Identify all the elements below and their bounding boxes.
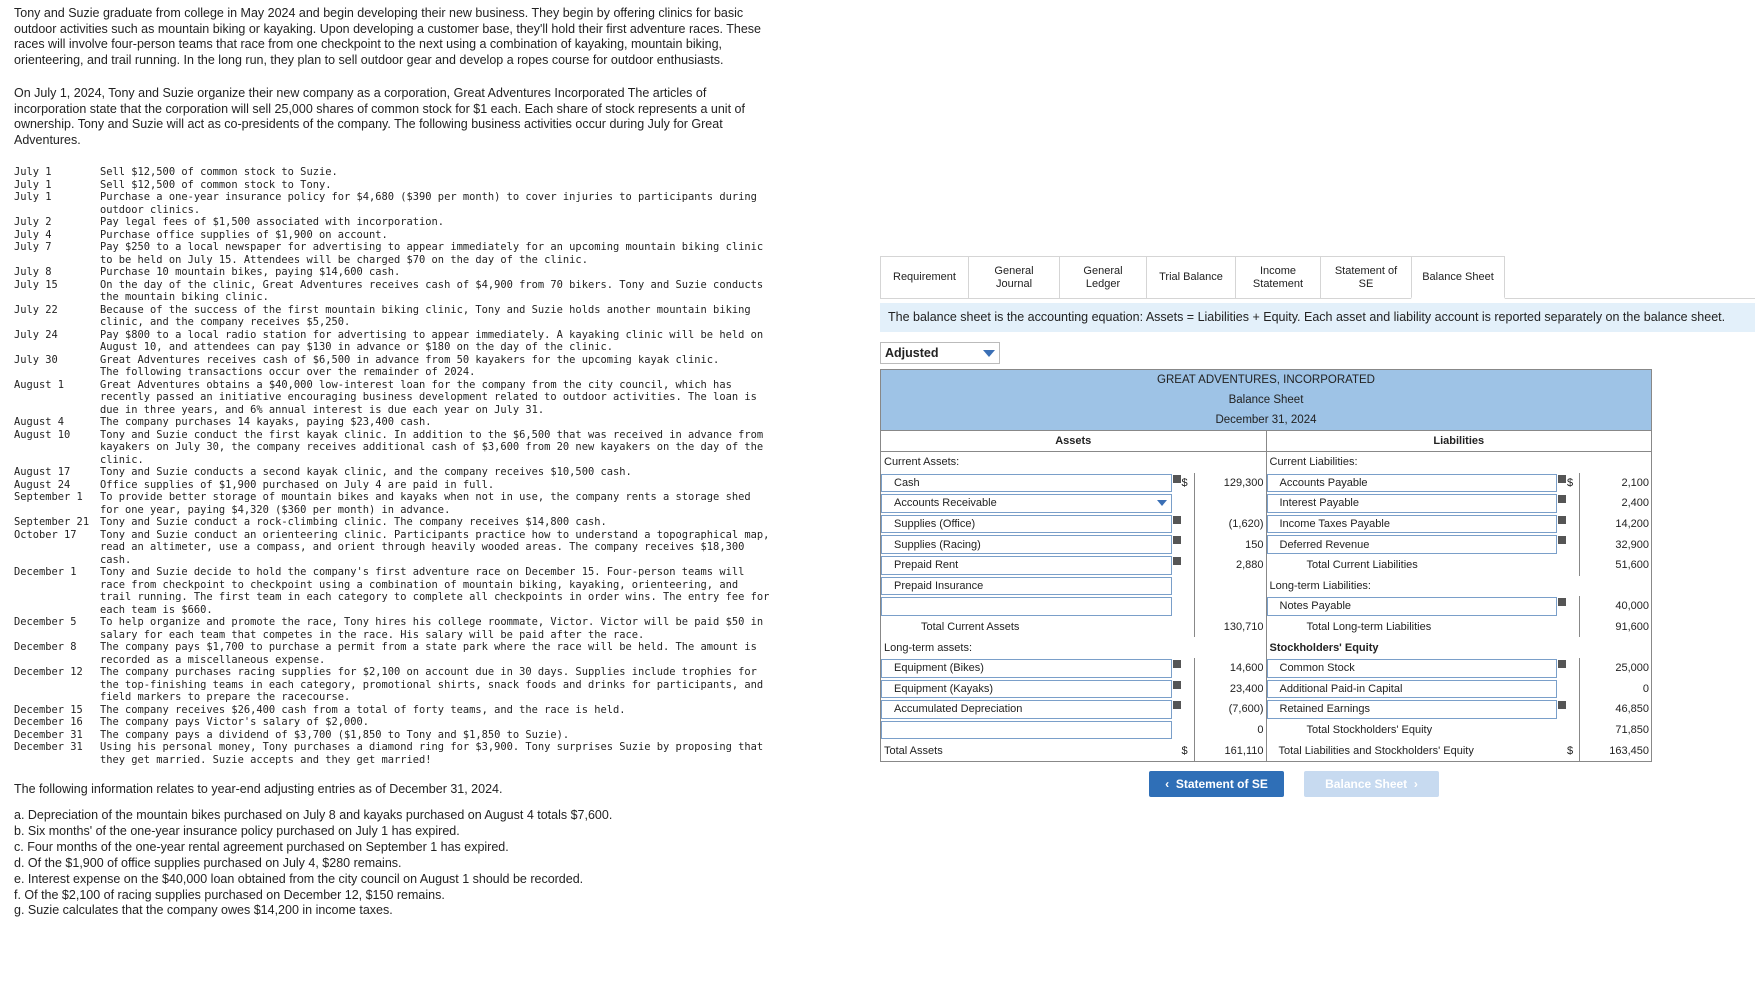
sheet-row: [881, 617, 1266, 638]
account-select[interactable]: [881, 474, 1172, 493]
transaction-row: [14, 179, 774, 192]
transaction-date: July 2: [14, 216, 52, 228]
transaction-row: [14, 416, 774, 429]
incorrect-flag-icon: [1557, 493, 1567, 514]
transaction-date: July 30: [14, 353, 58, 366]
amount-input[interactable]: 91,600: [1579, 617, 1651, 638]
intro-paragraph-1: Tony and Suzie graduate from college in May 2024 and begin developing their new business. They begin by offering clinics for basic outdoor activities such as mountain biking or kayaking. Upon developing a customer base, they'll hold their first adventure races. These races will involve four-person teams that race from one checkpoint to the next using a combination of kayaking, mountain biking, orienteering, and trail running. In the long run, they plan to sell outdoor gear and develop a ropes course for outdoor enthusiasts.: [14, 6, 762, 67]
sheet-row: [1267, 576, 1652, 597]
sheet-row: [1267, 679, 1652, 700]
transaction-row: [14, 479, 774, 492]
transaction-text: The company purchases racing supplies for $2,100 on account due in 30 days. Supplies include trophies for the top-finishing teams in each category, promotional shirts, snack foods and drinks for participants, and field markers to prepare the racecourse.: [100, 666, 764, 703]
amount-input[interactable]: 23,400: [1194, 679, 1266, 700]
row-label-text: Total Liabilities and Stockholders' Equity: [1278, 744, 1474, 757]
transaction-date: December 16: [14, 716, 83, 728]
assets-heading: Assets: [881, 431, 1266, 452]
currency-symbol: $: [1181, 476, 1188, 489]
transaction-row: [14, 704, 774, 717]
row-label-text: Accounts Payable: [1279, 476, 1368, 489]
tab-general-ledger[interactable]: General Ledger: [1059, 256, 1147, 298]
balance-sheet: [880, 369, 1652, 762]
sheet-row: [1267, 555, 1652, 576]
assets-column: [881, 431, 1267, 761]
transaction-date: July 1: [14, 191, 52, 203]
amount-input[interactable]: [1194, 637, 1266, 658]
row-label-text: Cash: [894, 476, 920, 489]
account-select[interactable]: [881, 556, 1172, 575]
account-select[interactable]: [1267, 680, 1558, 699]
transaction-row: [14, 516, 774, 529]
incorrect-flag-icon: [1557, 699, 1567, 720]
amount-input[interactable]: 40,000: [1579, 596, 1651, 617]
amount-input[interactable]: 2,400: [1579, 493, 1651, 514]
row-label-text: Total Current Liabilities: [1306, 559, 1418, 572]
liabilities-heading: Liabilities: [1267, 431, 1652, 452]
transaction-date: September 21: [14, 516, 90, 528]
incorrect-flag-icon: [1172, 679, 1182, 700]
sheet-row: [881, 658, 1266, 679]
adjusting-title: The following information relates to year-end adjusting entries as of December 31, 2024.: [14, 782, 503, 796]
row-label-text: Equipment (Bikes): [894, 662, 984, 675]
tab-bar: [880, 256, 1755, 299]
currency-symbol: $: [1567, 476, 1574, 489]
row-label-text: Prepaid Insurance: [894, 579, 984, 592]
transaction-text: Purchase a one-year insurance policy for $4,680 ($390 per month) to cover injuries to participants during outdoor clinics.: [100, 191, 757, 216]
sheet-row: [881, 637, 1266, 658]
row-label: [881, 617, 1172, 638]
account-select[interactable]: [1267, 700, 1558, 719]
sheet-row: [881, 555, 1266, 576]
sheet-row: [1267, 617, 1652, 638]
amount-input[interactable]: 129,300: [1194, 473, 1266, 494]
transaction-row: [14, 191, 774, 216]
row-label: [1267, 555, 1558, 576]
transaction-row: [14, 354, 774, 367]
prev-button[interactable]: [1149, 771, 1284, 797]
transaction-date: July 8: [14, 266, 52, 278]
sheet-row: [1267, 740, 1652, 761]
amount-input[interactable]: 32,900: [1579, 534, 1651, 555]
transaction-date: July 22: [14, 303, 58, 316]
row-label-text: Additional Paid-in Capital: [1279, 682, 1403, 695]
adjusting-item: a. Depreciation of the mountain bikes purchased on July 8 and kayaks purchased on August 4 totals $7,600.: [14, 808, 613, 822]
amount-input[interactable]: 150: [1194, 534, 1266, 555]
transaction-text: Great Adventures obtains a $40,000 low-interest loan for the company from the city council, which has recently passed an initiative encouraging business development related to outdoor activities. The loan is due in three years, and 6% annual interest is due each year on July 31.: [100, 378, 757, 416]
currency-symbol: $: [1181, 744, 1188, 757]
transaction-text: Tony and Suzie decide to hold the company's first adventure race on December 15. Four-person teams will race from checkpoint to checkpoint using a combination of mountain biking, kayaking, orienteering, and trail running. The first team in each category to complete all checkpoints in order wins. The entry fee for each team is $660.: [100, 566, 770, 616]
transaction-text: Pay $800 to a local radio station for advertising to appear immediately. A kayaking clinic will be held on August 10, and attendees can pay $130 in advance or $180 on the day of the clinic.: [100, 328, 764, 353]
sheet-row: [881, 596, 1266, 617]
transaction-date: October 17: [14, 528, 77, 541]
row-label-text: Stockholders' Equity: [1269, 641, 1379, 654]
row-label-text: Long-term Liabilities:: [1269, 579, 1371, 592]
row-label-text: Current Assets:: [884, 456, 960, 469]
chevron-left-icon: ‹: [1165, 776, 1176, 791]
sheet-row: [1267, 658, 1652, 679]
incorrect-flag-icon: [1172, 534, 1182, 555]
incorrect-flag-icon: [1557, 514, 1567, 535]
amount-input[interactable]: 2,880: [1194, 555, 1266, 576]
amount-input[interactable]: [1579, 576, 1651, 597]
amount-input[interactable]: 163,450: [1579, 740, 1651, 761]
row-label: [1267, 637, 1652, 658]
account-select[interactable]: [881, 659, 1172, 678]
tab-trial-balance[interactable]: Trial Balance: [1146, 256, 1236, 298]
row-label-text: Prepaid Rent: [894, 559, 959, 572]
tab-balance-sheet[interactable]: Balance Sheet: [1411, 256, 1505, 299]
transaction-text: Tony and Suzie conduct the first kayak clinic. In addition to the $6,500 that was received in advance from kayakers on July 30, the company receives additional cash of $3,600 from 20 new kayakers on the day of the clinic.: [100, 428, 764, 466]
account-select[interactable]: [1267, 494, 1558, 513]
sheet-header: [881, 370, 1651, 431]
row-label: [1267, 576, 1558, 597]
account-select[interactable]: [1267, 597, 1558, 616]
adjusting-item: d. Of the $1,900 of office supplies purchased on July 4, $280 remains.: [14, 855, 402, 870]
transaction-date: August 17: [14, 466, 71, 478]
sheet-row: [881, 452, 1266, 473]
adjusting-item: b. Six months' of the one-year insurance policy purchased on July 1 has expired.: [14, 823, 460, 838]
transaction-row: [14, 366, 774, 379]
transaction-date: August 24: [14, 478, 71, 491]
flag-slot: [1557, 555, 1567, 576]
chevron-right-icon: ›: [1407, 776, 1418, 791]
problem-text: [14, 6, 774, 919]
transaction-text: The company pays Victor's salary of $2,000.: [100, 716, 369, 728]
sheet-row: [881, 679, 1266, 700]
intro-paragraph-2: On July 1, 2024, Tony and Suzie organize their new company as a corporation, Great Adventures Incorporated The articles of incorporation state that the corporation will sell 25,000 shares of common stock for $1 each. Each share of stock represents a unit of ownership. Tony and Suzie will act as co-presidents of the company. The following business activities occur during July for Great Adventures.: [14, 86, 745, 147]
transaction-text: Using his personal money, Tony purchases a diamond ring for $3,900. Tony surprises Suzie by proposing that they get married. Suzie accepts and they get married!: [100, 741, 764, 766]
transaction-date: December 31: [14, 741, 83, 753]
transaction-text: To help organize and promote the race, Tony hires his college roommate, Victor. Victor will be paid $50 in salary for each team that competes in the race. His salary will be paid after the race.: [100, 616, 764, 641]
transaction-date: December 5: [14, 616, 77, 628]
chevron-down-icon: [983, 350, 995, 357]
amount-input[interactable]: [1194, 576, 1266, 597]
transaction-text: Pay $250 to a local newspaper for advertising to appear immediately for an upcoming mountain biking clinic to be held on July 15. Attendees will be charged $70 on the day of the clinic.: [100, 241, 764, 266]
row-label-text: Common Stock: [1279, 662, 1355, 675]
row-label: [1267, 617, 1558, 638]
adjusting-item: f. Of the $2,100 of racing supplies purchased on December 12, $150 remains.: [14, 887, 445, 902]
row-label: [1267, 720, 1558, 741]
amount-input[interactable]: 0: [1194, 720, 1266, 741]
sheet-title: Balance Sheet: [1228, 394, 1304, 406]
flag-slot: [1557, 617, 1567, 638]
transaction-date: [14, 366, 100, 379]
prev-button-label: Statement of SE: [1175, 776, 1268, 791]
account-select[interactable]: [881, 535, 1172, 554]
amount-input[interactable]: (7,600): [1194, 699, 1266, 720]
instructions: The balance sheet is the accounting equation: Assets = Liabilities + Equity. Each asset and liability account is reported separately on the balance sheet.: [880, 303, 1755, 332]
flag-slot: [1172, 637, 1182, 658]
transaction-date: July 15: [14, 278, 58, 291]
transaction-text: Tony and Suzie conducts a second kayak clinic, and the company receives $10,500 cash.: [100, 466, 632, 478]
sheet-row: [1267, 699, 1652, 720]
account-select[interactable]: [881, 494, 1172, 513]
transaction-text: Office supplies of $1,900 purchased on July 4 are paid in full.: [100, 478, 495, 491]
transaction-row: [14, 666, 774, 704]
row-label-text: Notes Payable: [1279, 600, 1352, 613]
flag-slot: [1172, 596, 1182, 617]
row-label-text: Total Stockholders' Equity: [1306, 724, 1433, 737]
amount-input[interactable]: 14,200: [1579, 514, 1651, 535]
adjusting-list: [14, 808, 774, 919]
transaction-text: Purchase 10 mountain bikes, paying $14,600 cash.: [100, 266, 401, 278]
row-label-text: Long-term assets:: [884, 641, 973, 654]
incorrect-flag-icon: [1172, 658, 1182, 679]
row-label-text: Equipment (Kayaks): [894, 682, 994, 695]
row-label-text: Interest Payable: [1279, 497, 1359, 510]
transaction-text: The company receives $26,400 cash from a total of forty teams, and the race is held.: [100, 703, 626, 716]
sheet-row: [881, 699, 1266, 720]
adjusting-item: e. Interest expense on the $40,000 loan obtained from the city council on August 1 should be recorded.: [14, 871, 584, 886]
adjusting-item: c. Four months of the one-year rental agreement purchased on September 1 has expired.: [14, 839, 509, 854]
sheet-row: [881, 473, 1266, 494]
dropdown-value: Adjusted: [885, 346, 939, 360]
flag-slot: [1172, 452, 1182, 473]
transaction-text: The company purchases 14 kayaks, paying $23,400 cash.: [100, 416, 432, 428]
account-select[interactable]: [881, 597, 1172, 616]
sheet-row: [881, 720, 1266, 741]
sheet-date: December 31, 2024: [1215, 414, 1317, 426]
transaction-row: [14, 304, 774, 329]
transaction-text: To provide better storage of mountain bikes and kayaks when not in use, the company rents a storage shed for one year, paying $4,320 ($360 per month) in advance.: [100, 491, 751, 516]
next-button-label: Balance Sheet: [1325, 776, 1408, 791]
row-label-text: Current Liabilities:: [1269, 456, 1358, 469]
row-label-text: Retained Earnings: [1279, 703, 1371, 716]
transaction-row: [14, 641, 774, 666]
sheet-row: [1267, 473, 1652, 494]
transaction-row: [14, 216, 774, 229]
flag-slot: [1172, 576, 1182, 597]
account-select[interactable]: [1267, 535, 1558, 554]
incorrect-flag-icon: [1172, 699, 1182, 720]
row-label: [1267, 452, 1558, 473]
transaction-date: December 1: [14, 566, 77, 578]
amount-input[interactable]: [1194, 596, 1266, 617]
transaction-row: [14, 166, 774, 179]
transaction-date: July 1: [14, 178, 52, 191]
transaction-date: December 8: [14, 641, 77, 653]
sheet-row: [1267, 493, 1652, 514]
transaction-row: [14, 616, 774, 641]
sheet-row: [881, 740, 1266, 761]
sheet-row: [1267, 534, 1652, 555]
tab-statement-of-se[interactable]: Statement of SE: [1320, 256, 1412, 298]
transaction-date: September 1: [14, 491, 83, 503]
transaction-list: [14, 166, 774, 766]
transaction-row: [14, 279, 774, 304]
sheet-row: [881, 493, 1266, 514]
row-label-text: Accumulated Depreciation: [894, 703, 1023, 716]
transaction-row: [14, 741, 774, 766]
account-select[interactable]: [1267, 474, 1558, 493]
account-select[interactable]: [881, 700, 1172, 719]
transaction-row: [14, 266, 774, 279]
liabilities-column: [1267, 431, 1652, 761]
incorrect-flag-icon: [1557, 596, 1567, 617]
incorrect-flag-icon: [1172, 514, 1182, 535]
currency-symbol: $: [1567, 744, 1574, 757]
flag-slot: [1172, 720, 1182, 741]
flag-slot: [1557, 679, 1567, 700]
transaction-row: [14, 529, 774, 567]
amount-input[interactable]: 71,850: [1579, 720, 1651, 741]
flag-slot: [1557, 740, 1567, 761]
transaction-row: [14, 429, 774, 467]
transaction-date: August 1: [14, 378, 65, 391]
transaction-row: [14, 241, 774, 266]
transaction-row: [14, 566, 774, 616]
transaction-text: On the day of the clinic, Great Adventures receives cash of $4,900 from 70 bikers. Tony and Suzie conducts the mountain biking clinic.: [100, 278, 764, 303]
transaction-date: December 15: [14, 703, 83, 716]
sheet-row: [881, 514, 1266, 535]
transaction-row: [14, 716, 774, 729]
flag-slot: [1557, 452, 1567, 473]
chevron-down-icon: [1157, 500, 1167, 506]
transaction-date: August 10: [14, 428, 71, 441]
incorrect-flag-icon: [1557, 658, 1567, 679]
tab-income-statement[interactable]: Income Statement: [1235, 256, 1321, 298]
transaction-text: Sell $12,500 of common stock to Suzie.: [100, 166, 338, 178]
transaction-text: Tony and Suzie conduct an orienteering clinic. Participants practice how to understand a topographical map, read an altimeter, use a compass, and orient through heavily wooded areas. The company receives $18,300 cash.: [100, 528, 770, 566]
account-select[interactable]: [881, 577, 1172, 596]
transaction-date: July 7: [14, 241, 52, 253]
transaction-text: The following transactions occur over the remainder of 2024.: [100, 366, 476, 378]
amount-input[interactable]: [1194, 493, 1266, 514]
sheet-row: [1267, 514, 1652, 535]
next-button[interactable]: [1304, 771, 1439, 797]
sheet-row: [1267, 720, 1652, 741]
transaction-text: Purchase office supplies of $1,900 on account.: [100, 228, 388, 241]
transaction-text: Great Adventures receives cash of $6,500 in advance from 50 kayakers for the upcoming kayak clinic.: [100, 353, 720, 366]
account-select[interactable]: [1267, 515, 1558, 534]
transaction-date: July 1: [14, 166, 52, 178]
row-label: [1267, 740, 1558, 761]
transaction-date: July 4: [14, 228, 52, 241]
transaction-text: Pay legal fees of $1,500 associated with incorporation.: [100, 216, 445, 228]
amount-input[interactable]: 25,000: [1579, 658, 1651, 679]
account-select[interactable]: [881, 721, 1172, 740]
incorrect-flag-icon: [1172, 473, 1182, 494]
transaction-date: August 4: [14, 416, 65, 428]
row-label-text: Total Long-term Liabilities: [1306, 621, 1432, 634]
row-label-text: Accounts Receivable: [894, 497, 997, 510]
amount-input[interactable]: 14,600: [1194, 658, 1266, 679]
flag-slot: [1172, 493, 1182, 514]
amount-input[interactable]: 2,100: [1579, 473, 1651, 494]
amount-input[interactable]: (1,620): [1194, 514, 1266, 535]
incorrect-flag-icon: [1557, 473, 1567, 494]
company-name: GREAT ADVENTURES, INCORPORATED: [1157, 374, 1375, 386]
trial-balance-type-dropdown[interactable]: [880, 342, 1000, 364]
sheet-row: [1267, 452, 1652, 473]
amount-input[interactable]: 46,850: [1579, 699, 1651, 720]
answer-panel: [880, 256, 1755, 797]
tab-general-journal[interactable]: General Journal: [968, 256, 1060, 298]
transaction-text: Tony and Suzie conduct a rock-climbing clinic. The company receives $14,800 cash.: [100, 516, 607, 528]
flag-slot: [1172, 740, 1182, 761]
sheet-row: [1267, 637, 1652, 658]
sheet-row: [881, 534, 1266, 555]
account-select[interactable]: [881, 680, 1172, 699]
flag-slot: [1172, 617, 1182, 638]
amount-input[interactable]: 130,710: [1194, 617, 1266, 638]
row-label: [881, 452, 1172, 473]
amount-input[interactable]: [1194, 452, 1266, 473]
row-label-text: Total Current Assets: [921, 621, 1020, 634]
row-label: [881, 740, 1172, 761]
transaction-row: [14, 229, 774, 242]
row-label-text: Supplies (Office): [894, 518, 976, 531]
flag-slot: [1557, 576, 1567, 597]
transaction-date: July 24: [14, 328, 58, 341]
transaction-text: Sell $12,500 of common stock to Tony.: [100, 178, 332, 191]
adjusting-item: g. Suzie calculates that the company owes $14,200 in income taxes.: [14, 903, 393, 918]
transaction-row: [14, 491, 774, 516]
incorrect-flag-icon: [1557, 534, 1567, 555]
transaction-date: December 12: [14, 666, 83, 678]
row-label-text: Deferred Revenue: [1279, 538, 1370, 551]
sheet-row: [1267, 596, 1652, 617]
incorrect-flag-icon: [1172, 555, 1182, 576]
account-select[interactable]: [1267, 659, 1558, 678]
transaction-date: December 31: [14, 728, 83, 741]
sheet-row: [881, 576, 1266, 597]
row-label: [881, 637, 1172, 658]
amount-input[interactable]: 161,110: [1194, 740, 1266, 761]
amount-input[interactable]: 0: [1579, 679, 1651, 700]
row-label-text: Income Taxes Payable: [1279, 518, 1390, 531]
account-select[interactable]: [881, 515, 1172, 534]
transaction-row: [14, 329, 774, 354]
flag-slot: [1557, 720, 1567, 741]
transaction-row: [14, 379, 774, 417]
transaction-text: The company pays a dividend of $3,700 ($1,850 to Tony and $1,850 to Suzie).: [100, 728, 570, 741]
row-label-text: Total Assets: [884, 744, 943, 757]
amount-input[interactable]: 51,600: [1579, 555, 1651, 576]
transaction-text: The company pays $1,700 to purchase a permit from a state park where the race will be held. The amount is recorded as a miscellaneous expense.: [100, 641, 757, 666]
row-label-text: Supplies (Racing): [894, 538, 981, 551]
transaction-text: Because of the success of the first mountain biking clinic, Tony and Suzie holds another mountain biking clinic, and the company receives $5,250.: [100, 303, 751, 328]
amount-input[interactable]: [1579, 452, 1651, 473]
transaction-row: [14, 729, 774, 742]
tab-requirement[interactable]: Requirement: [880, 256, 969, 298]
transaction-row: [14, 466, 774, 479]
